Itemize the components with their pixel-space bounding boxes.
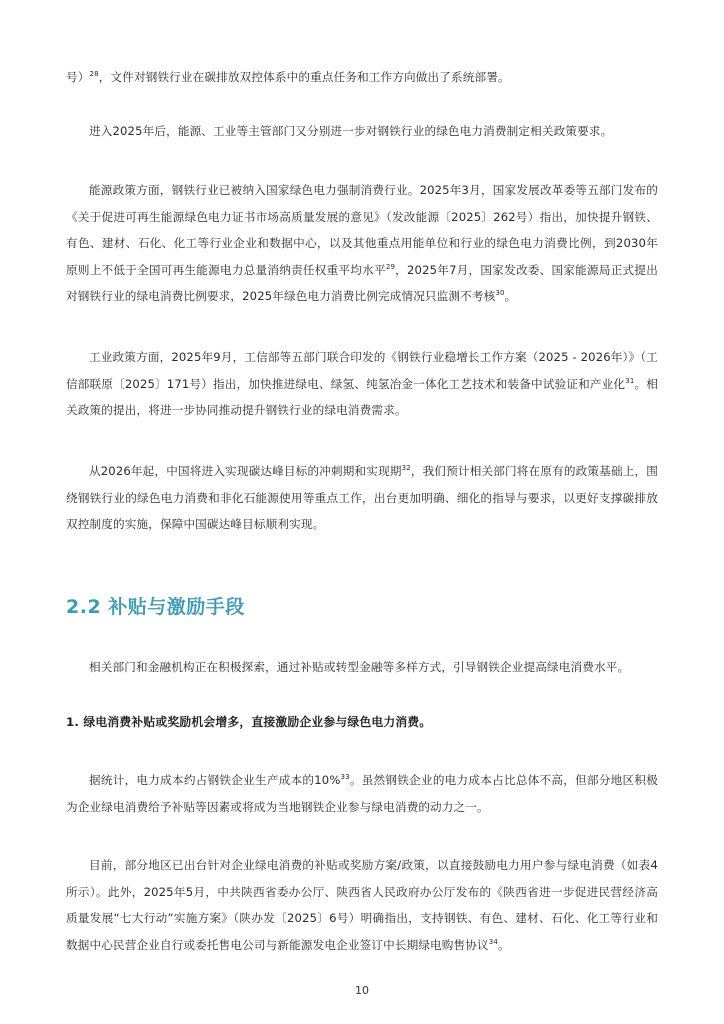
subheading: 1. 绿电消费补贴或奖励机会增多，直接激励企业参与绿色电力消费。 [66,715,432,729]
footnote-ref[interactable]: 34 [488,937,498,946]
paragraph-2026-outlook [66,458,658,538]
text-run: ，我们预计相关部门将在原有的政策基础上，围绕钢铁行业的绿色电力消费和非化石能源使用等重点工作，出台更加明确、细化的指导与要求，以更好支撑碳排放双控制度的实施，保障中国碳达峰目标顺利实现。 [66,464,658,531]
page-number: 10 [355,984,369,997]
paragraph-electricity-cost [66,767,658,820]
text-run: 据统计，电力成本约占钢铁企业生产成本的10% [89,773,341,787]
footnote-ref[interactable]: 29 [385,262,396,271]
paragraph-2025-intro [66,118,658,145]
paragraph-regional-subsidies [66,852,658,958]
footnote-ref[interactable]: 28 [89,70,99,79]
text-run: 目前，部分地区已出台针对企业绿电消费的补贴或奖励方案/政策，以直接鼓励电力用户参与绿电消费（如表4所示）。此外，2025年5月，中共陕西省委办公厅、陕西省人民政府办公厅发布的《陕西省进一步促进民营经济高质量发展“七大行动”实施方案》（陕办发〔2025〕6号）明确指出，支持钢铁、有色、建材、石化、化工等行业和数据中心民营企业自行或委托售电公司与新能源发电企业签订中长期绿电购售协议 [66,858,658,952]
footnote-ref[interactable]: 31 [625,376,635,385]
text-run: 从2026年起，中国将进入实现碳达峰目标的冲刺期和实现期 [89,464,402,478]
text-run: 号） [66,70,90,84]
text-run: 。 [504,289,517,303]
text-run: 。相关政策的提出，将进一步协同推动提升钢铁行业的绿电消费需求。 [66,376,658,417]
footnote-ref[interactable]: 30 [495,289,505,298]
footnote-ref[interactable]: 32 [401,464,411,473]
text-run: 。虽然钢铁企业的电力成本占比总体不高，但部分地区积极为企业绿电消费给予补贴等因素或将成为当地钢铁企业参与绿电消费的动力之一。 [66,773,658,814]
section-title: 2.2 补贴与激励手段 [66,596,245,618]
text-run: 工业政策方面，2025年9月，工信部等五部门联合印发的《钢铁行业稳增长工作方案（2025 - 2026年）》（工信部联原〔2025〕171号）指出，加快推进绿电、绿氢、纯氢冶金一体化工艺技术和装备中试验证和产业化 [66,350,658,391]
paragraph-subsidy-intro [66,654,658,681]
paragraph-policy-deployment [66,64,658,91]
text-run: 进入2025年后，能源、工业等主管部门又分别进一步对钢铁行业的绿色电力消费制定相关政策要求。 [89,124,613,138]
paragraph-energy-policy [66,177,658,310]
text-run: ，2025年7月，国家发改委、国家能源局正式提出对钢铁行业的绿电消费比例要求，2025年绿色电力消费比例完成情况只监测不考核 [66,262,658,303]
footnote-ref[interactable]: 33 [340,773,350,782]
text-run: 能源政策方面，钢铁行业已被纳入国家绿色电力强制消费行业。2025年3月，国家发展改革委等五部门发布的《关于促进可再生能源绿色电力证书市场高质量发展的意见》（发改能源〔2025〕262号）指出，加快提升钢铁、有色、建材、石化、化工等行业企业和数据中心，以及其他重点用能单位和行业的绿色电力消费比例，到2030年原则上不低于全国可再生能源电力总量消纳责任权重平均水平 [66,183,658,277]
text-run: 。 [498,937,510,952]
paragraph-industry-policy [66,344,658,424]
text-run: 相关部门和金融机构正在积极探索，通过补贴或转型金融等多样方式，引导钢铁企业提高绿电消费水平。 [89,660,630,674]
text-run: ，文件对钢铁行业在碳排放双控体系中的重点任务和工作方向做出了系统部署。 [98,70,510,84]
